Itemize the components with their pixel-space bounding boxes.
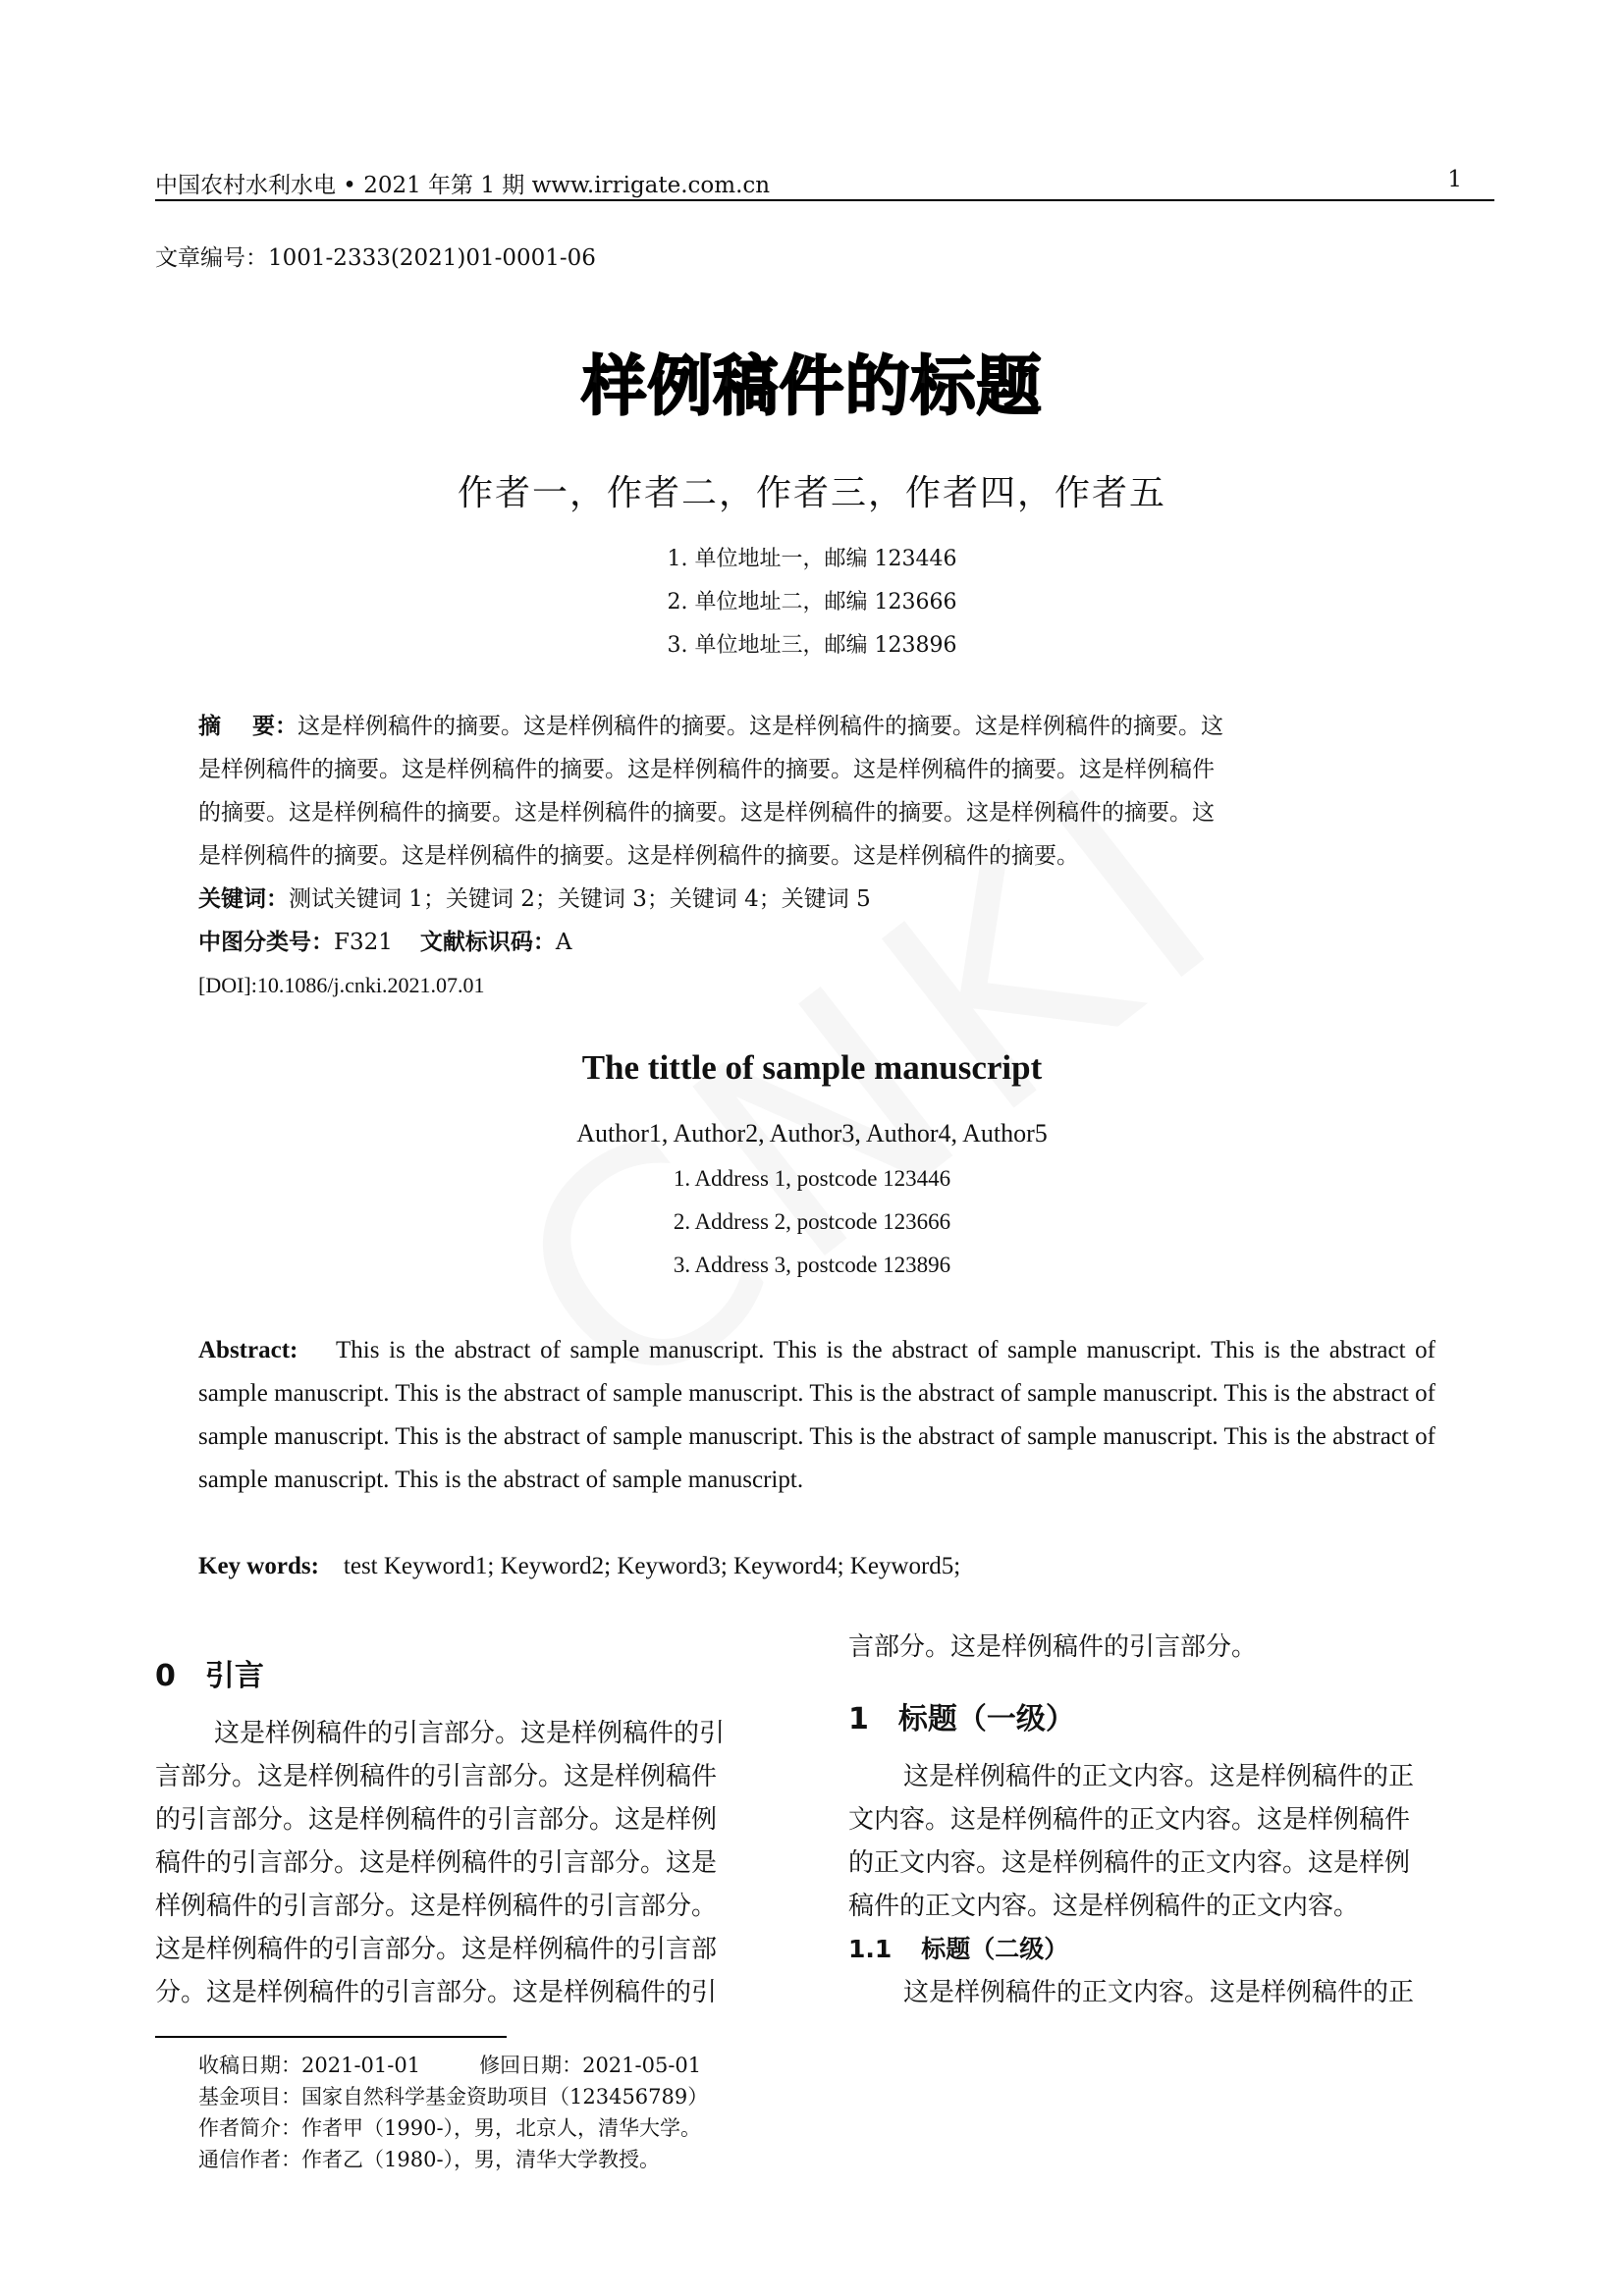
affiliation-cn-2: 2. 单位地址二，邮编 123666: [667, 590, 957, 614]
doi: [DOI]:10.1086/j.cnki.2021.07.01: [198, 973, 485, 997]
section-0-title: 引言: [204, 1659, 264, 1693]
footnote-dates: [198, 2050, 701, 2079]
affiliation-en-2: 2. Address 2, postcode 123666: [673, 1209, 951, 1234]
title-en: The tittle of sample manuscript: [581, 1048, 1043, 1087]
revised-date: 修回日期：2021-05-01: [479, 2054, 702, 2077]
section-1-1-number: 1.1: [848, 1935, 893, 1963]
affiliation-cn-3: 3. 单位地址三，邮编 123896: [667, 633, 957, 658]
abstract-en-text: This is the abstract of sample manuscript. This is the abstract of sample manuscript. This is the abstract of sample manuscript. This is the abstract of sample manuscript. This is the abstract of sample manuscript. This is the abstract of sample manuscript. This is the abstract of sample manuscript. This is the abstract of sample manuscript. This is the abstract of sample manuscript. This is the abstract of sample manuscript.: [198, 1337, 1436, 1493]
abstract-cn-label: 摘 要：: [198, 714, 298, 739]
clc-value: F321: [334, 930, 393, 955]
section-1-1-title: 标题（二级）: [921, 1935, 1069, 1963]
title-cn: 样例稿件的标题: [581, 348, 1043, 424]
affiliation-cn-1: 1. 单位地址一，邮编 123446: [667, 547, 957, 571]
keywords-en-value: test Keyword1; Keyword2; Keyword3; Keyword4; Keyword5;: [343, 1553, 961, 1579]
section-1-number: 1: [848, 1702, 869, 1736]
footnote-corresponding: 通信作者：作者乙（1980-），男，清华大学教授。: [198, 2148, 661, 2171]
received-date: 收稿日期：2021-01-01: [198, 2054, 421, 2077]
section-0-number: 0: [155, 1659, 176, 1693]
abstract-en-label: Abstract:: [198, 1337, 298, 1363]
affiliation-en-3: 3. Address 3, postcode 123896: [673, 1253, 951, 1277]
affiliation-en-1: 1. Address 1, postcode 123446: [673, 1166, 951, 1191]
header-rule: [155, 199, 1494, 201]
footnote-bio: 作者简介：作者甲（1990-），男，北京人，清华大学。: [198, 2116, 702, 2140]
section-0-continued: 言部分。这是样例稿件的引言部分。: [848, 1632, 1258, 1662]
doc-code-value: A: [555, 930, 572, 955]
running-header-journal: 中国农村水利水电 • 2021 年第 1 期 www.irrigate.com.cn: [155, 173, 771, 198]
abstract-cn-line-4: 是样例稿件的摘要。这是样例稿件的摘要。这是样例稿件的摘要。这是样例稿件的摘要。: [198, 843, 1079, 869]
abstract-cn-line-2: 是样例稿件的摘要。这是样例稿件的摘要。这是样例稿件的摘要。这是样例稿件的摘要。这是样例稿件: [198, 757, 1215, 782]
keywords-cn-label: 关键词：: [198, 886, 289, 912]
abstract-cn-line-3: 的摘要。这是样例稿件的摘要。这是样例稿件的摘要。这是样例稿件的摘要。这是样例稿件的摘要。这: [198, 800, 1215, 826]
section-1-body: 这是样例稿件的正文内容。这是样例稿件的正 文内容。这是样例稿件的正文内容。这是样例稿件 的正文内容。这是样例稿件的正文内容。这是样例 稿件的正文内容。这是样例稿件的正文内容。: [848, 1762, 1415, 1921]
section-1-1-body: 这是样例稿件的正文内容。这是样例稿件的正: [903, 1978, 1415, 2007]
clc-label: 中图分类号：: [198, 930, 334, 955]
abstract-cn-line-1: 摘 要：这是样例稿件的摘要。这是样例稿件的摘要。这是样例稿件的摘要。这是样例稿件的摘要。这: [198, 714, 1224, 739]
authors-cn: 作者一，作者二，作者三，作者四，作者五: [457, 473, 1166, 513]
authors-en: Author1, Author2, Author3, Author4, Author5: [576, 1119, 1048, 1148]
keywords-cn-value: 测试关键词 1；关键词 2；关键词 3；关键词 4；关键词 5: [289, 886, 871, 912]
footnote-fund: 基金项目：国家自然科学基金资助项目（123456789）: [198, 2085, 709, 2109]
section-1-heading: [848, 1694, 1075, 1737]
keywords-en: [198, 1545, 1435, 1588]
section-0-body: 这是样例稿件的引言部分。这是样例稿件的引 言部分。这是样例稿件的引言部分。这是样例稿件 的引言部分。这是样例稿件的引言部分。这是样例 稿件的引言部分。这是样例稿件的引言部分。这是 样例稿件的引言部分。这是样例稿件的引言部分。 这是样例稿件的引言部分。这是样例稿件的引言部 分。这是样例稿件的引言部分。这是样例稿件的引: [155, 1719, 726, 2007]
section-0-heading: [155, 1651, 264, 1694]
article-number: 文章编号：1001-2333(2021)01-0001-06: [155, 245, 596, 271]
section-1-title: 标题（一级）: [897, 1702, 1075, 1736]
footnote-rule: [155, 2036, 507, 2038]
abstract-en: [198, 1329, 1435, 1502]
keywords-en-label: Key words:: [198, 1553, 319, 1579]
section-1-1-heading: [848, 1930, 1068, 1965]
doc-code-label: 文献标识码：: [419, 930, 556, 955]
page-number: 1: [1447, 167, 1462, 192]
